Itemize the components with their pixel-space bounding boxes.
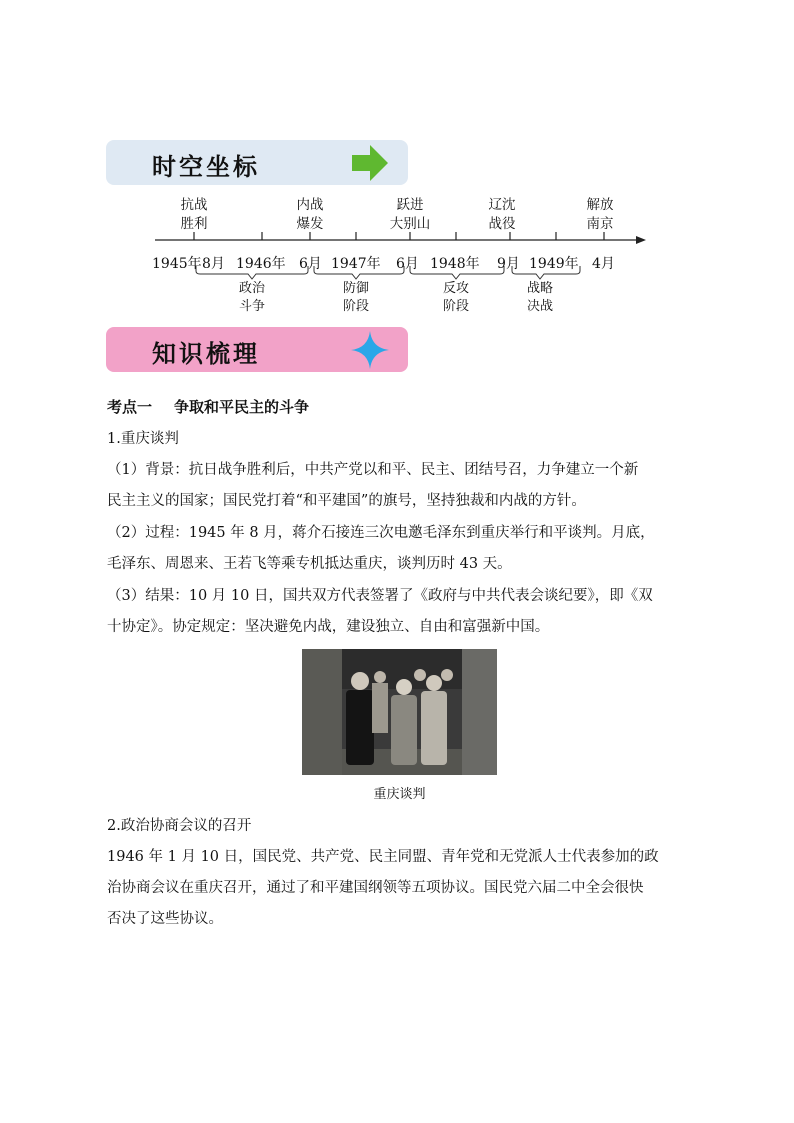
- timeline-stage: 防御 阶段: [342, 281, 369, 314]
- timeline-event-1: 抗战 胜利: [180, 197, 208, 232]
- paragraph-line: 十协定》。协定规定：坚决避免内战，建设独立、自由和富强新中国。: [107, 619, 550, 635]
- banner-title: 知识梳理: [152, 340, 260, 368]
- timeline-label: 1946年: [236, 256, 286, 272]
- timeline-stage: 反攻 阶段: [442, 281, 469, 314]
- paragraph-line: 否决了这些协议。: [107, 911, 223, 927]
- timeline-axis: [0, 0, 794, 330]
- paragraph-line: 治协商会议在重庆召开，通过了和平建国纲领等五项协议。国民党六届二中全会很快: [107, 880, 644, 896]
- paragraph-line: （1）背景：抗日战争胜利后，中共产党以和平、民主、团结号召，力争建立一个新: [107, 462, 639, 478]
- timeline-label: 1948年: [430, 256, 480, 272]
- banner-title: 时空坐标: [152, 153, 260, 181]
- kaodian-title: 争取和平民主的斗争: [174, 398, 310, 416]
- timeline-stage: 政治 斗争: [238, 281, 265, 314]
- timeline-label: 6月: [299, 256, 322, 272]
- timeline-label: 8月: [202, 256, 225, 272]
- paragraph-line: 1946 年 1 月 10 日，国民党、共产党、民主同盟、青年党和无党派人士代表参加的政: [107, 849, 659, 865]
- section2-heading: 2.政治协商会议的召开: [107, 818, 252, 834]
- sparkle-star-icon: [350, 330, 390, 370]
- photo-placeholder-graphic: [302, 649, 497, 775]
- paragraph-line: （3）结果：10 月 10 日，国共双方代表签署了《政府与中共代表会谈纪要》，即《双: [107, 588, 653, 604]
- timeline-stage: 战略 决战: [526, 281, 553, 314]
- paragraph-line: 民主主义的国家；国民党打着“和平建国”的旗号，坚持独裁和内战的方针。: [107, 493, 586, 509]
- timeline-label: 9月: [497, 256, 520, 272]
- paragraph-line: （2）过程：1945 年 8 月，蒋介石接连三次电邀毛泽东到重庆举行和平谈判。月底，: [107, 525, 655, 541]
- timeline-event-3: 跃进 大别山: [389, 197, 431, 232]
- timeline-event-5: 解放 南京: [586, 197, 614, 232]
- photo-caption: 重庆谈判: [373, 787, 426, 802]
- timeline-event-2: 内战 爆发: [296, 197, 324, 232]
- timeline-label: 1947年: [331, 256, 381, 272]
- section1-heading: 1.重庆谈判: [107, 431, 179, 447]
- timeline-label: 6月: [396, 256, 419, 272]
- section-banner-knowledge: [106, 327, 408, 372]
- kaodian-heading: [107, 396, 309, 417]
- timeline-event-4: 辽沈 战役: [488, 197, 516, 232]
- kaodian-label: 考点一: [107, 398, 153, 416]
- timeline-label: 4月: [592, 256, 615, 272]
- paragraph-line: 毛泽东、周恩来、王若飞等乘专机抵达重庆，谈判历时 43 天。: [107, 556, 512, 572]
- timeline-label: 1945年: [152, 256, 202, 272]
- timeline-label: 1949年: [529, 256, 579, 272]
- historical-photo: [302, 649, 497, 775]
